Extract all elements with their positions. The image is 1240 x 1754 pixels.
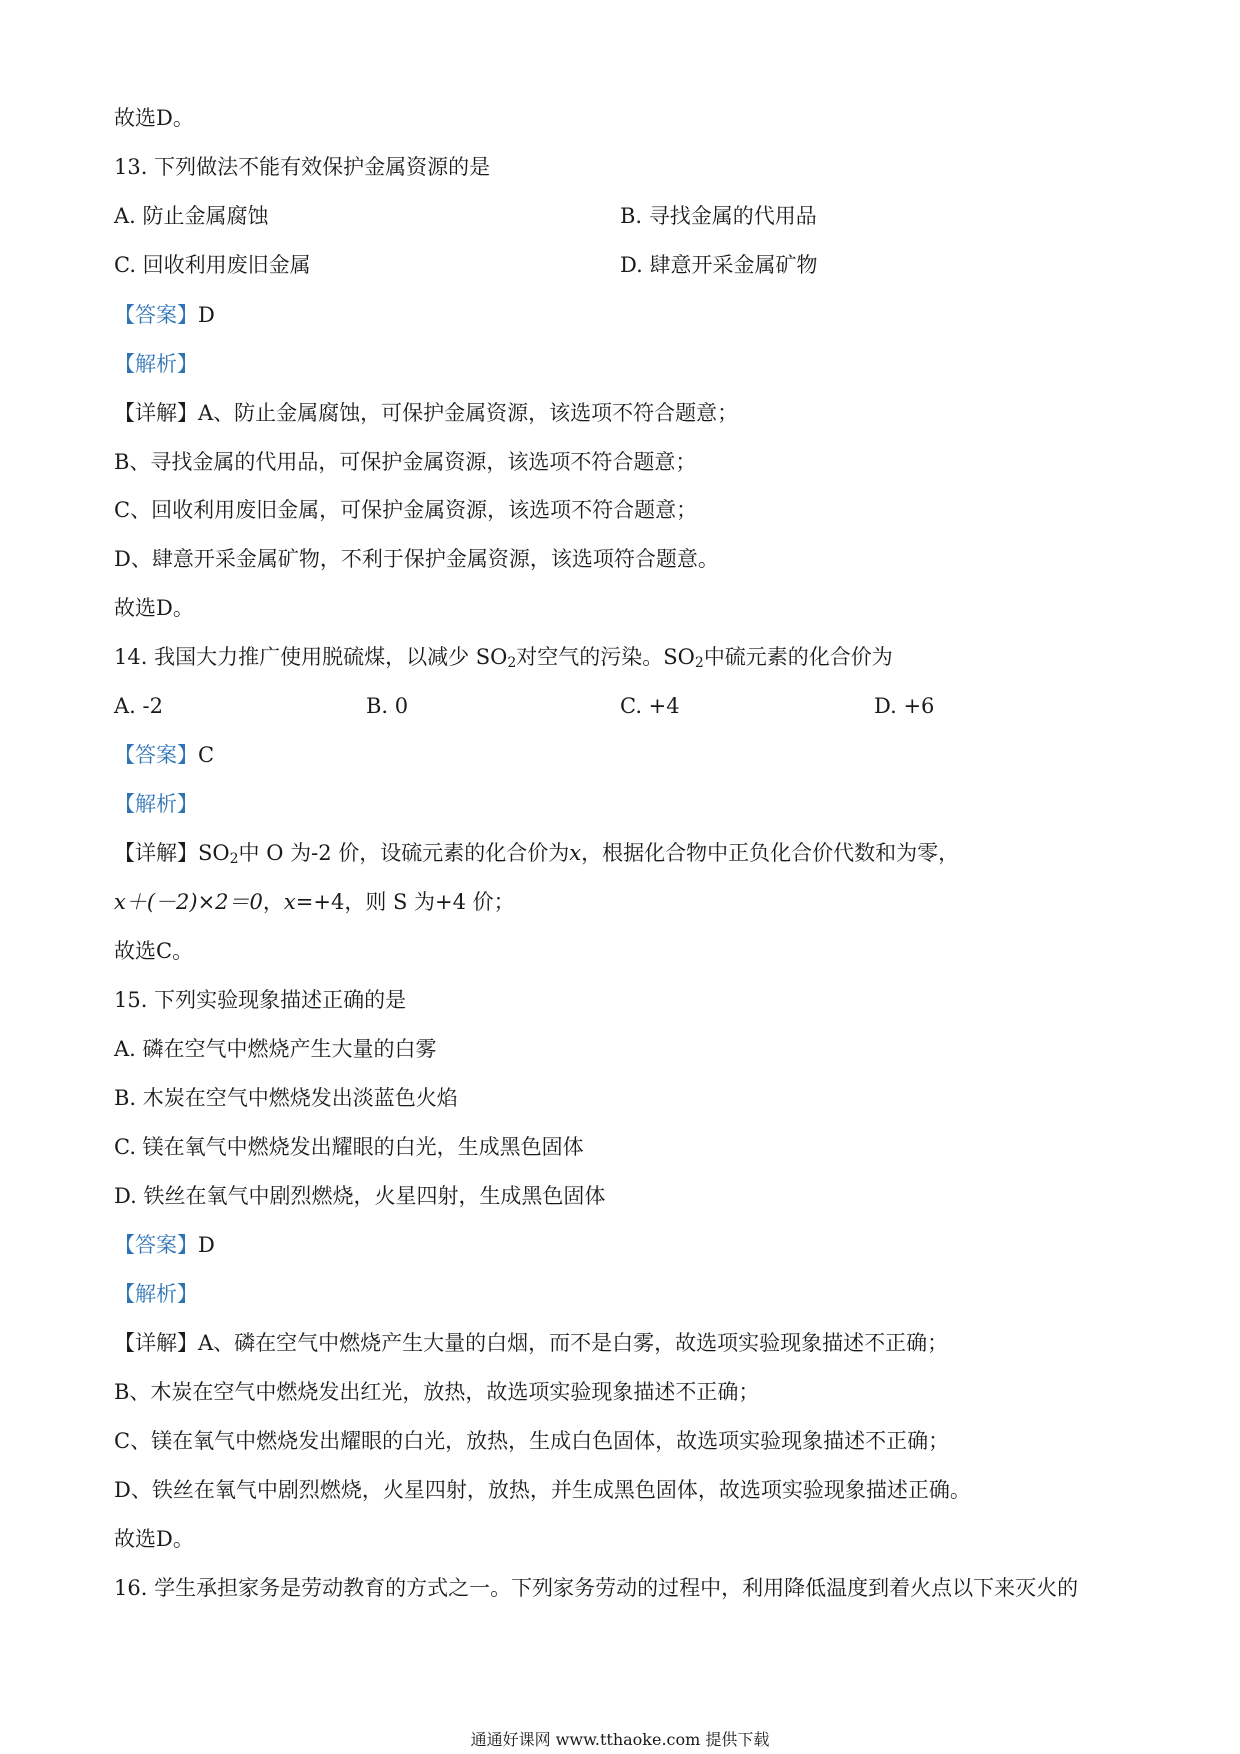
q15-explanation-3: C、镁在氧气中燃烧发出耀眼的白光，放热，生成白色固体，故选项实验现象描述不正确； (114, 1429, 950, 1453)
q15-option-c: C. 镁在氧气中燃烧发出耀眼的白光，生成黑色固体 (114, 1135, 584, 1159)
q13-option-c: C. 回收利用废旧金属 (114, 253, 311, 277)
math-variable: x (283, 890, 296, 914)
q12-conclusion: 故选D。 (114, 106, 194, 130)
q15-option-d: D. 铁丝在氧气中剧烈燃烧，火星四射，生成黑色固体 (114, 1184, 606, 1208)
q15-explanation-1 (114, 1329, 948, 1357)
answer-value: D (198, 303, 215, 327)
q13-conclusion: 故选D。 (114, 596, 194, 620)
explanation-text: A、防止金属腐蚀，可保护金属资源，该选项不符合题意； (198, 401, 739, 425)
detail-tag: 【详解】 (114, 401, 198, 425)
q14-option-c: C. +4 (620, 694, 680, 718)
explanation-text: ， (262, 890, 284, 914)
subscript: 2 (694, 655, 704, 671)
q13-explanation-2: B、寻找金属的代用品，可保护金属资源，该选项不符合题意； (114, 450, 697, 474)
q13-explanation-1 (114, 399, 738, 427)
answer-value: C (198, 743, 215, 767)
q14-option-a: A. -2 (114, 694, 163, 718)
q14-stem (114, 643, 893, 671)
q14-explanation-2 (114, 888, 515, 916)
subscript: 2 (507, 655, 517, 671)
q15-option-a: A. 磷在空气中燃烧产生大量的白雾 (114, 1037, 437, 1061)
q15-stem: 15. 下列实验现象描述正确的是 (114, 988, 407, 1012)
q15-explanation-4: D、铁丝在氧气中剧烈燃烧，火星四射，放热，并生成黑色固体，故选项实验现象描述正确。 (114, 1478, 971, 1502)
explanation-text: 中 O 为-2 价，设硫元素的化合价为 (238, 841, 570, 865)
analysis-tag: 【解析】 (114, 1282, 198, 1306)
q13-option-a: A. 防止金属腐蚀 (114, 204, 269, 228)
q14-conclusion: 故选C。 (114, 939, 194, 963)
q14-stem-part2: 对空气的污染。SO (516, 645, 695, 669)
q13-option-b: B. 寻找金属的代用品 (620, 204, 817, 228)
q15-explanation-2: B、木炭在空气中燃烧发出红光，放热，故选项实验现象描述不正确； (114, 1380, 760, 1404)
q14-stem-part3: 中硫元素的化合价为 (703, 645, 893, 669)
answer-value: D (198, 1233, 215, 1257)
q14-option-b: B. 0 (366, 694, 409, 718)
detail-tag: 【详解】 (114, 841, 198, 865)
q13-answer (114, 301, 215, 329)
q13-explanation-3: C、回收利用废旧金属，可保护金属资源，该选项不符合题意； (114, 498, 698, 522)
explanation-text: SO (198, 841, 230, 865)
q13-option-d: D. 肆意开采金属矿物 (620, 253, 818, 277)
math-variable: x (569, 841, 582, 865)
q16-stem: 16. 学生承担家务是劳动教育的方式之一。下列家务劳动的过程中，利用降低温度到着火点以下来灭火的 (114, 1576, 1079, 1600)
q14-analysis-heading (114, 790, 198, 818)
q13-analysis-heading (114, 350, 198, 378)
q15-option-b: B. 木炭在空气中燃烧发出淡蓝色火焰 (114, 1086, 458, 1110)
q14-stem-part1: 14. 我国大力推广使用脱硫煤，以减少 SO (114, 645, 508, 669)
q15-conclusion: 故选D。 (114, 1527, 194, 1551)
page-footer: 通通好课网 www.tthaoke.com 提供下载 (470, 1730, 770, 1749)
analysis-tag: 【解析】 (114, 352, 198, 376)
answer-tag: 【答案】 (114, 303, 198, 327)
q15-analysis-heading (114, 1280, 198, 1308)
answer-tag: 【答案】 (114, 743, 198, 767)
q14-option-d: D. +6 (874, 694, 935, 718)
explanation-text: A、磷在空气中燃烧产生大量的白烟，而不是白雾，故选项实验现象描述不正确； (198, 1331, 949, 1355)
analysis-tag: 【解析】 (114, 792, 198, 816)
answer-tag: 【答案】 (114, 1233, 198, 1257)
explanation-text: =+4，则 S 为+4 价； (295, 890, 515, 914)
q14-answer (114, 741, 214, 769)
q13-explanation-4: D、肆意开采金属矿物，不利于保护金属资源，该选项符合题意。 (114, 547, 719, 571)
explanation-text: ，根据化合物中正负化合价代数和为零， (581, 841, 960, 865)
q15-answer (114, 1231, 215, 1259)
q14-explanation-1 (114, 839, 959, 867)
math-equation: x＋(－2)×2＝0 (114, 890, 263, 914)
subscript: 2 (229, 851, 239, 867)
q13-stem: 13. 下列做法不能有效保护金属资源的是 (114, 155, 491, 179)
detail-tag: 【详解】 (114, 1331, 198, 1355)
